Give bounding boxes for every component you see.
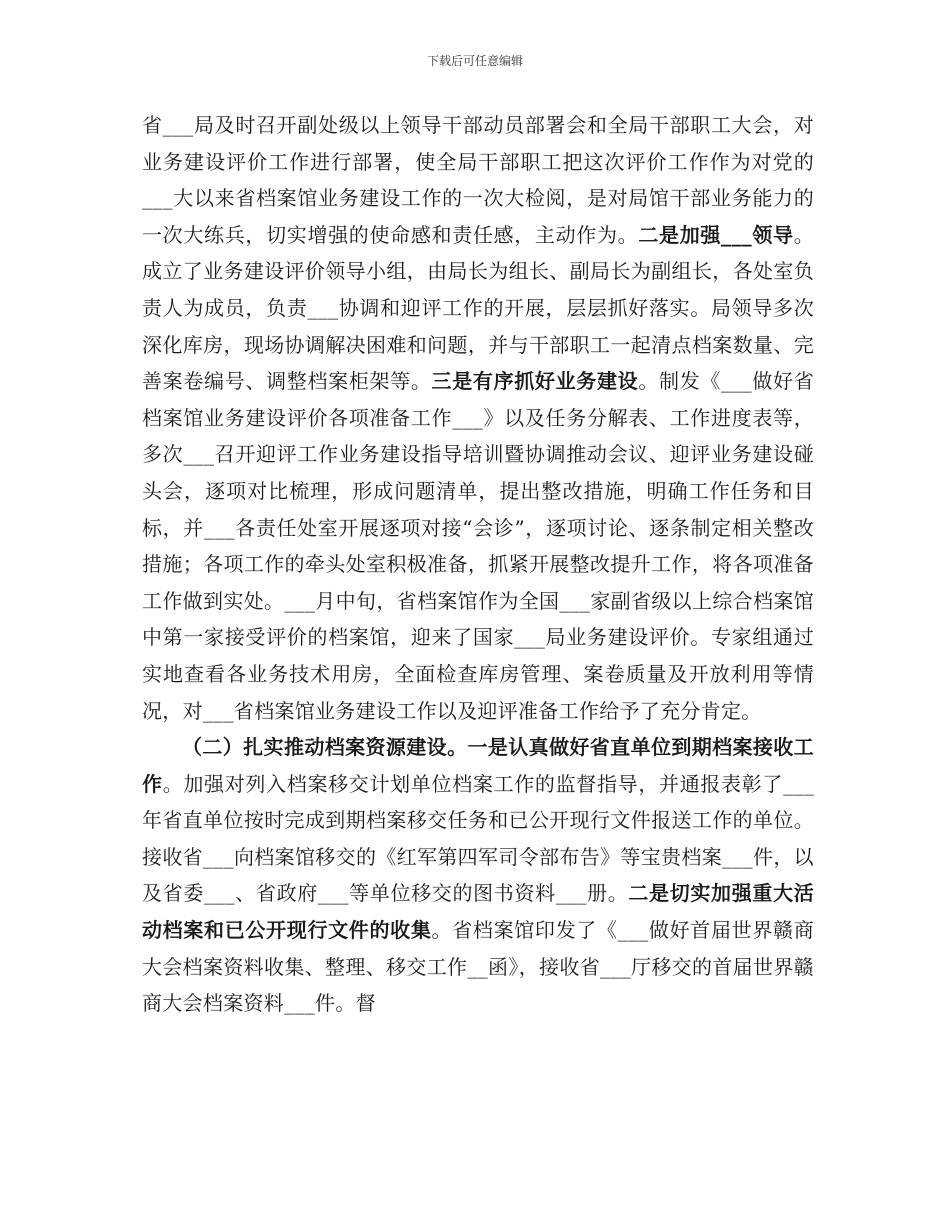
document-body [142,107,814,1022]
page-header-note: 下载后可任意编辑 [426,54,523,68]
paragraph-bold-heading: 二是切实加强重大活动档案和已公开现行文件的收集 [142,881,814,943]
paragraph-2 [142,729,814,1022]
paragraph-text-segment: 。成立了业务建设评价领导小组，由局长为组长、副局长为副组长，各处室负责人为成员，负责___协调和迎评工作的开展，层层抓好落实。局领导多次深化库房，现场协调解决困难和问题，并与干部职工一起清点档案数量、完善案卷编号、调整档案柜架等。 [142,222,815,394]
paragraph-bold-heading: 三是有序抓好业务建设 [431,369,639,394]
paragraph-text-segment: 省___局及时召开副处级以上领导干部动员部署会和全局干部职工大会，对业务建设评价工作进行部署，使全局干部职工把这次评价工作作为对党的___大以来省档案馆业务建设工作的一次大检阅，是对局馆干部业务能力的一次大练兵，切实增强的使命感和责任感，主动作为。 [142,113,814,247]
paragraph-text-segment: 。加强对列入档案移交计划单位档案工作的监督指导，并通报表彰了___年省直单位按时完成到期档案移交任务和已公开现行文件报送工作的单位。接收省___向档案馆移交的《红军第四军司令部布告》等宝贵档案___件，以及省委___、省政府___等单位移交的图书资料___册。 [142,771,814,906]
paragraph-text-segment: 。制发《___做好省档案馆业务建设评价各项准备工作___》以及任务分解表、工作进度表等，多次___召开迎评工作业务建设指导培训暨协调推动会议、迎评业务建设碰头会，逐项对比梳理，形成问题清单，提出整改措施，明确工作任务和目标，并___各责任处室开展逐项对接“会诊”，逐项讨论、逐条制定相关整改措施；各项工作的牵头处室积极准备，抓紧开展整改提升工作，将各项准备工作做到实处。___月中旬，省档案馆作为全国___家副省级以上综合档案馆中第一家接受评价的档案馆，迎来了国家___局业务建设评价。专家组通过实地查看各业务技术用房，全面检查库房管理、案卷质量及开放利用等情况，对___省档案馆业务建设工作以及迎评准备工作给予了充分肯定。 [142,369,815,723]
paragraph-bold-heading: 二是加强___领导 [638,222,794,247]
paragraph-text-segment: 。省档案馆印发了《___做好首届世界赣商大会档案资料收集、整理、移交工作__函》，接收省___厅移交的首届世界赣商大会档案资料___件。督 [142,918,815,1016]
paragraph-1 [142,107,814,729]
paragraph-bold-heading: （二）扎实推动档案资源建设。一是认真做好省直单位到期档案接收工作 [142,735,814,796]
